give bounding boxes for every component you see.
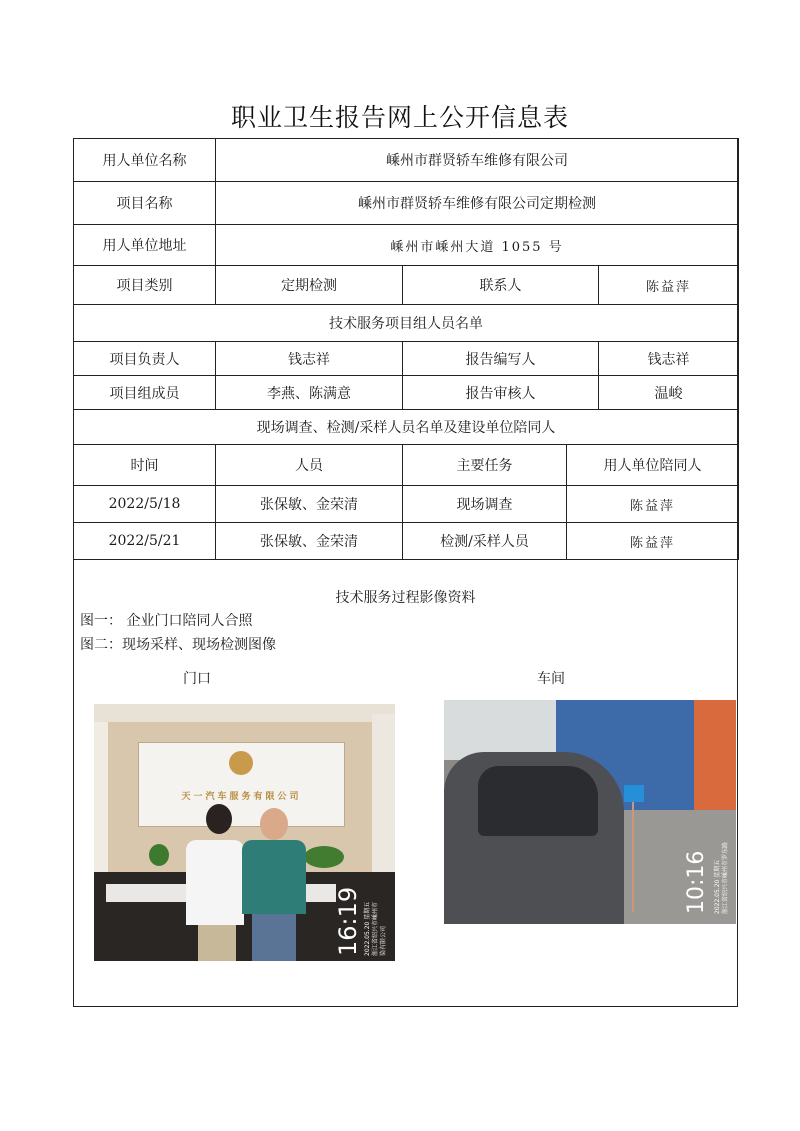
row-team-members [74, 376, 739, 410]
sign-text: 天一汽车服务有限公司 [181, 792, 302, 802]
field-date: 2022/5/18 [74, 486, 216, 523]
person-1-pants [198, 925, 236, 961]
person-1-shirt [186, 840, 244, 925]
field-escort: 陈益萍 [567, 523, 739, 560]
photo2-label: 车间 [537, 671, 565, 687]
field-escort: 陈益萍 [567, 486, 739, 523]
photo1-stamp-location: 浙江省绍兴市嵊州市 [372, 901, 379, 956]
row-team-title [74, 305, 739, 342]
writer-label: 报告编写人 [403, 342, 599, 376]
plant [304, 846, 344, 868]
row-project-name [74, 182, 739, 225]
logo-icon [229, 751, 253, 775]
workshop-photo [444, 700, 736, 924]
photo1-stamp-company: 染有限公司 [380, 925, 387, 956]
employer-name-label: 用人单位名称 [74, 139, 216, 182]
members-value: 李燕、陈满意 [216, 376, 403, 410]
field-header-escort: 用人单位陪同人 [567, 445, 739, 486]
field-staff: 张保敏、金荣清 [216, 486, 403, 523]
writer-value: 钱志祥 [599, 342, 739, 376]
table-row [74, 486, 739, 523]
orange-panel [694, 700, 736, 820]
row-project-type [74, 266, 739, 305]
media-section-title: 技术服务过程影像资料 [335, 590, 476, 606]
table-row [74, 523, 739, 560]
entrance-photo [94, 704, 395, 961]
project-type-label: 项目类别 [74, 266, 216, 305]
caption-figure-2: 图二：现场采样、现场检测图像 [80, 637, 276, 653]
field-task: 现场调查 [403, 486, 567, 523]
photo2-stamp-date: 2022.05.20 星期五 [714, 859, 721, 914]
members-label: 项目组成员 [74, 376, 216, 410]
person-2-shirt [242, 840, 306, 914]
row-employer-name [74, 139, 739, 182]
car-window [478, 766, 598, 836]
person-2-head [260, 808, 288, 840]
sampling-device [624, 785, 644, 802]
person-2-jeans [252, 914, 296, 961]
field-task: 检测/采样人员 [403, 523, 567, 560]
photo1-label: 门口 [183, 671, 211, 687]
employer-address-value: 嵊州市嵊州大道 1055 号 [216, 225, 739, 266]
leader-label: 项目负责人 [74, 342, 216, 376]
field-header-row [74, 445, 739, 486]
project-type-value: 定期检测 [216, 266, 403, 305]
field-date: 2022/5/21 [74, 523, 216, 560]
field-header-staff: 人员 [216, 445, 403, 486]
row-employer-address [74, 225, 739, 266]
document-title: 职业卫生报告网上公开信息表 [230, 103, 569, 132]
project-name-value: 嵊州市群贤轿车维修有限公司定期检测 [216, 182, 739, 225]
leader-value: 钱志祥 [216, 342, 403, 376]
info-table [73, 138, 739, 560]
ceiling [94, 704, 395, 722]
project-name-label: 项目名称 [74, 182, 216, 225]
contact-label: 联系人 [403, 266, 599, 305]
tripod [632, 802, 634, 912]
photo1-time: 16:19 [334, 886, 362, 956]
person-1-head [206, 804, 232, 834]
photo2-time: 10:16 [684, 850, 709, 914]
field-section-title: 现场调查、检测/采样人员名单及建设单位陪同人 [74, 410, 739, 445]
row-team-leader [74, 342, 739, 376]
team-section-title: 技术服务项目组人员名单 [74, 305, 739, 342]
plant [149, 844, 169, 866]
reviewer-label: 报告审核人 [403, 376, 599, 410]
photo1-stamp-date: 2022.05.20 星期五 [364, 901, 371, 956]
caption-figure-1: 图一： 企业门口陪同人合照 [80, 613, 253, 629]
contact-value: 陈益萍 [599, 266, 739, 305]
employer-address-label: 用人单位地址 [74, 225, 216, 266]
employer-name-value: 嵊州市群贤轿车维修有限公司 [216, 139, 739, 182]
field-header-time: 时间 [74, 445, 216, 486]
row-field-title [74, 410, 739, 445]
field-staff: 张保敏、金荣清 [216, 523, 403, 560]
field-header-task: 主要任务 [403, 445, 567, 486]
photo2-stamp-location: 浙江省绍兴市嵊州市罗东路 [722, 841, 729, 914]
company-sign [138, 742, 345, 827]
reviewer-value: 温峻 [599, 376, 739, 410]
white-wall [444, 700, 556, 760]
